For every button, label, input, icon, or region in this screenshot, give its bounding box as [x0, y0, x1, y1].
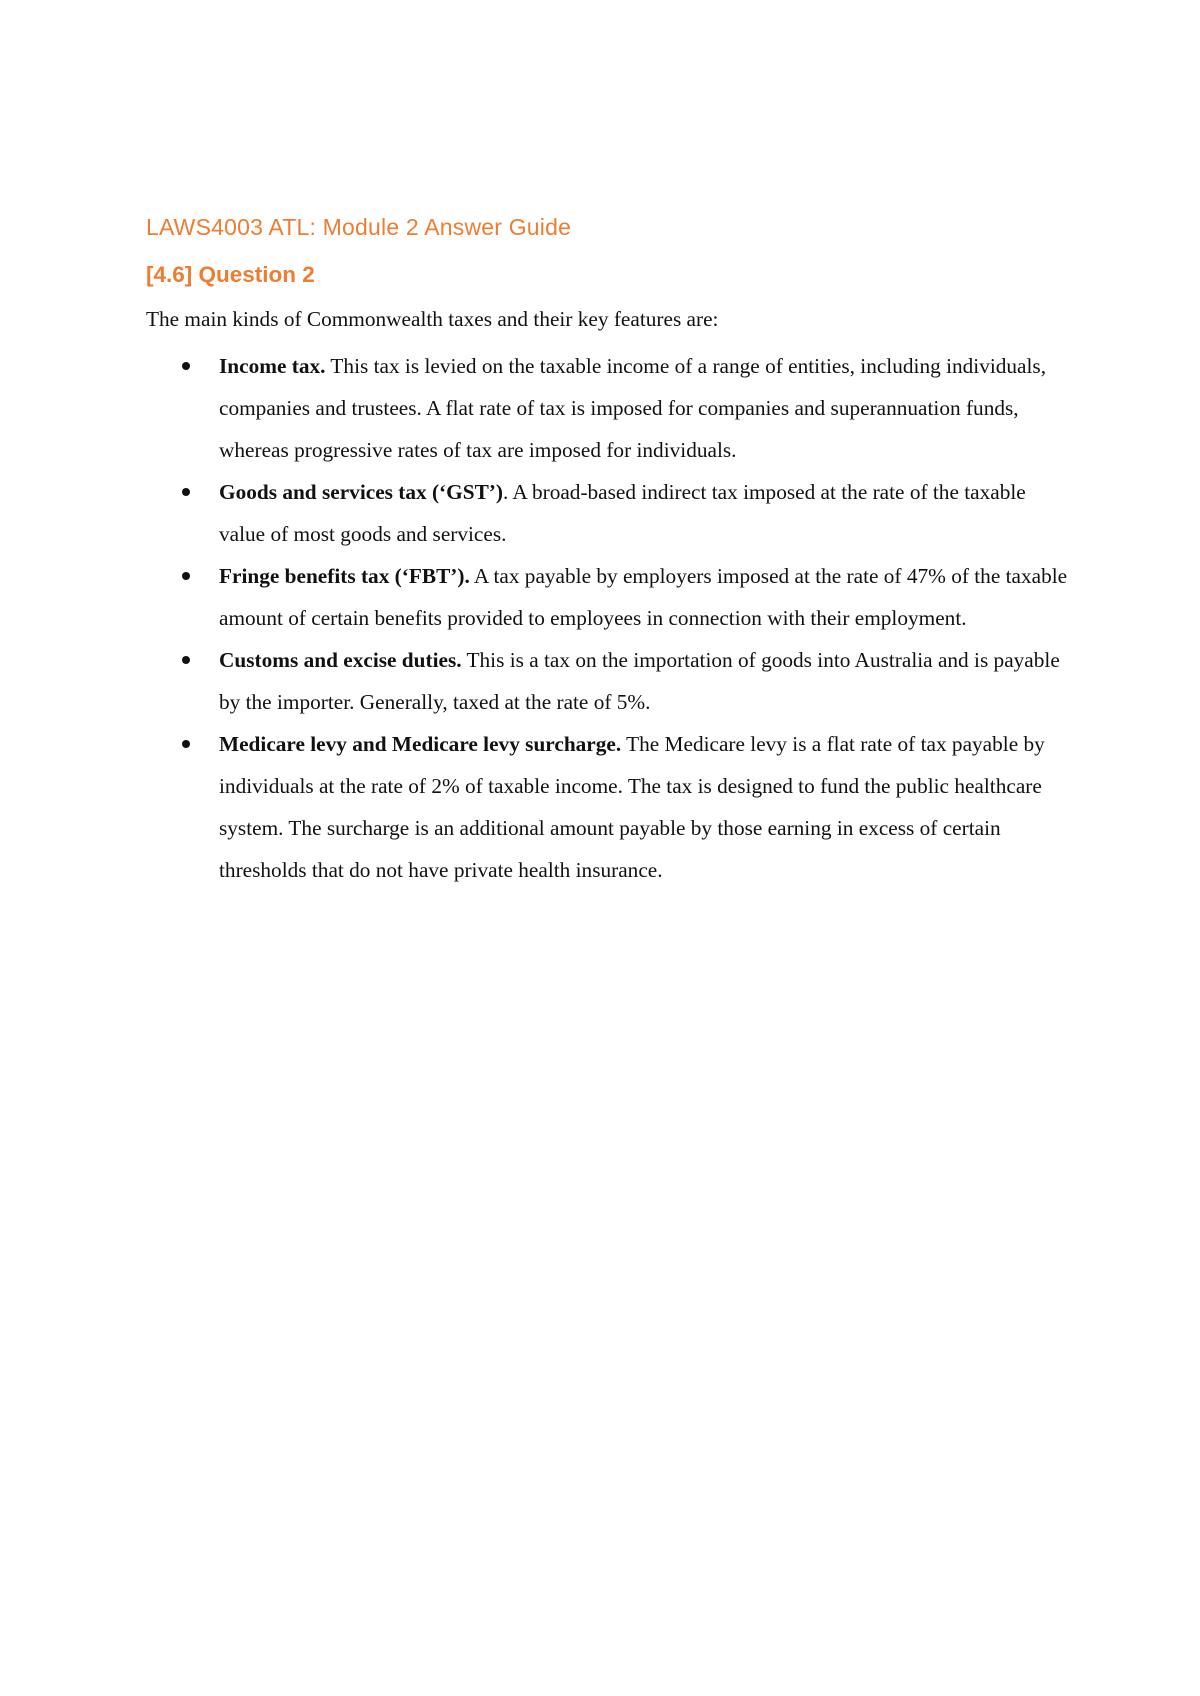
tax-list — [146, 345, 1076, 891]
item-term: Income tax. — [219, 354, 326, 378]
bullet-icon — [182, 362, 190, 370]
section-heading: [4.6] Question 2 — [146, 262, 315, 287]
item-text: . A broad-based indirect tax imposed at the rate of the taxable value of most goods and services. — [219, 480, 1026, 546]
item-text: This is a tax on the importation of goods into Australia and is payable by the importer. Generally, taxed at the rate of 5%. — [219, 648, 1060, 714]
item-text: This tax is levied on the taxable income of a range of entities, including individuals, companies and trustees. A flat rate of tax is imposed for companies and superannuation funds, whereas progressive rates of tax are imposed for individuals. — [219, 354, 1047, 462]
item-text: The Medicare levy is a flat rate of tax payable by individuals at the rate of 2% of taxable income. The tax is designed to fund the public healthcare system. The surcharge is an additional amount payable by those earning in excess of certain thresholds that do not have private health insurance. — [219, 732, 1045, 882]
document-title: LAWS4003 ATL: Module 2 Answer Guide — [146, 214, 572, 240]
bullet-icon — [182, 656, 190, 664]
item-term: Medicare levy and Medicare levy surcharge. — [219, 732, 622, 756]
list-item — [146, 471, 1076, 555]
item-term: Customs and excise duties. — [219, 648, 462, 672]
list-item — [146, 555, 1076, 639]
page-content — [146, 212, 1076, 891]
item-text: A tax payable by employers imposed at the rate of 47% of the taxable amount of certain benefits provided to employees in connection with their employment. — [219, 564, 1068, 630]
intro-paragraph: The main kinds of Commonwealth taxes and their key features are: — [146, 307, 719, 331]
item-term: Fringe benefits tax (‘FBT’). — [219, 564, 470, 588]
bullet-icon — [182, 572, 190, 580]
bullet-icon — [182, 740, 190, 748]
list-item — [146, 639, 1076, 723]
list-item — [146, 723, 1076, 891]
bullet-icon — [182, 488, 190, 496]
item-term: Goods and services tax (‘GST’) — [219, 480, 503, 504]
list-item — [146, 345, 1076, 471]
